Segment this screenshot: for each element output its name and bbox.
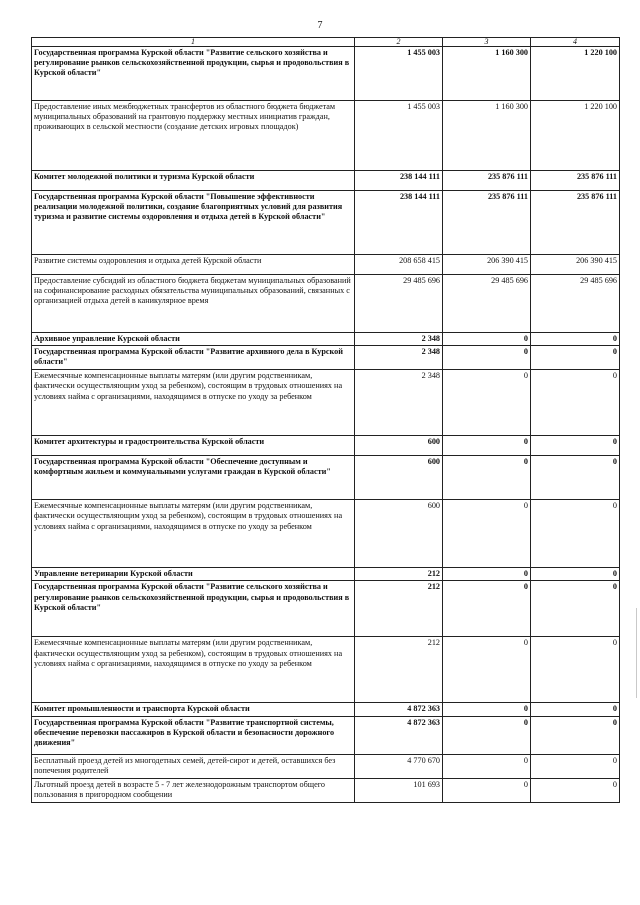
amount-col3: 0 bbox=[443, 370, 531, 436]
amount-col2: 2 348 bbox=[355, 333, 443, 346]
row-description: Льготный проезд детей в возрасте 5 - 7 лет железнодорожным транспортом общего пользования в пригородном сообщении bbox=[32, 778, 355, 802]
row-description: Комитет молодежной политики и туризма Курской области bbox=[32, 171, 355, 191]
amount-col3: 235 876 111 bbox=[443, 191, 531, 255]
amount-col4: 0 bbox=[531, 456, 620, 500]
amount-col3: 235 876 111 bbox=[443, 171, 531, 191]
budget-table bbox=[31, 37, 620, 803]
row-description: Государственная программа Курской области "Развитие транспортной системы, обеспечение перевозки пассажиров в Курской области и безопасности дорожного движения" bbox=[32, 716, 355, 754]
amount-col3: 0 bbox=[443, 568, 531, 581]
amount-col2: 212 bbox=[355, 637, 443, 703]
row-description: Государственная программа Курской области "Развитие сельского хозяйства и регулирование рынков сельскохозяйственной продукции, сырья и продовольствия в Курской области" bbox=[32, 47, 355, 101]
amount-col4: 0 bbox=[531, 754, 620, 778]
column-header-row bbox=[32, 38, 620, 47]
table-row bbox=[32, 171, 620, 191]
table-row bbox=[32, 703, 620, 716]
table-row bbox=[32, 47, 620, 101]
amount-col3: 0 bbox=[443, 333, 531, 346]
row-description: Государственная программа Курской области "Повышение эффективности реализации молодежной политики, создание благоприятных условий для развития туризма и развитие системы оздоровления и отдыха детей в Курской области" bbox=[32, 191, 355, 255]
row-description: Комитет архитектуры и градостроительства Курской области bbox=[32, 436, 355, 456]
amount-col3: 0 bbox=[443, 716, 531, 754]
amount-col4: 0 bbox=[531, 703, 620, 716]
row-description: Ежемесячные компенсационные выплаты матерям (или другим родственникам, фактически осуществляющим уход за ребенком), состоящим в трудовых отношениях на условиях найма с организациями, находящимся в отпуске по уходу за ребенком bbox=[32, 370, 355, 436]
amount-col2: 212 bbox=[355, 581, 443, 637]
amount-col2: 1 455 003 bbox=[355, 101, 443, 171]
table-row bbox=[32, 346, 620, 370]
amount-col4: 0 bbox=[531, 346, 620, 370]
amount-col2: 600 bbox=[355, 456, 443, 500]
amount-col4: 0 bbox=[531, 500, 620, 568]
column-header-2: 2 bbox=[355, 38, 443, 47]
table-row bbox=[32, 500, 620, 568]
row-description: Предоставление иных межбюджетных трансфертов из областного бюджета бюджетам муниципальных образований на грантовую поддержку местных инициатив граждан, проживающих в сельской местности (создание детских игровых площадок) bbox=[32, 101, 355, 171]
amount-col2: 101 693 bbox=[355, 778, 443, 802]
amount-col4: 1 220 100 bbox=[531, 47, 620, 101]
amount-col2: 212 bbox=[355, 568, 443, 581]
amount-col4: 206 390 415 bbox=[531, 255, 620, 275]
scan-edge-mark bbox=[636, 608, 637, 698]
amount-col3: 0 bbox=[443, 436, 531, 456]
table-body bbox=[32, 47, 620, 803]
amount-col3: 0 bbox=[443, 456, 531, 500]
table-row bbox=[32, 255, 620, 275]
amount-col3: 1 160 300 bbox=[443, 47, 531, 101]
table-row bbox=[32, 101, 620, 171]
table-row bbox=[32, 637, 620, 703]
amount-col3: 29 485 696 bbox=[443, 275, 531, 333]
column-header-1: 1 bbox=[32, 38, 355, 47]
amount-col4: 0 bbox=[531, 333, 620, 346]
amount-col3: 0 bbox=[443, 778, 531, 802]
amount-col4: 0 bbox=[531, 581, 620, 637]
amount-col3: 0 bbox=[443, 754, 531, 778]
amount-col2: 4 872 363 bbox=[355, 716, 443, 754]
row-description: Архивное управление Курской области bbox=[32, 333, 355, 346]
amount-col4: 235 876 111 bbox=[531, 191, 620, 255]
row-description: Развитие системы оздоровления и отдыха детей Курской области bbox=[32, 255, 355, 275]
amount-col3: 0 bbox=[443, 346, 531, 370]
amount-col2: 600 bbox=[355, 436, 443, 456]
row-description: Государственная программа Курской области "Развитие сельского хозяйства и регулирование рынков сельскохозяйственной продукции, сырья и продовольствия в Курской области" bbox=[32, 581, 355, 637]
table-row bbox=[32, 333, 620, 346]
amount-col2: 4 872 363 bbox=[355, 703, 443, 716]
amount-col2: 4 770 670 bbox=[355, 754, 443, 778]
row-description: Бесплатный проезд детей из многодетных семей, детей-сирот и детей, оставшихся без попечения родителей bbox=[32, 754, 355, 778]
page-number: 7 bbox=[317, 20, 323, 31]
amount-col4: 0 bbox=[531, 637, 620, 703]
row-description: Предоставление субсидий из областного бюджета бюджетам муниципальных образований на софинансирование расходных обязательства муниципальных образований, связанных с организацией отдыха детей в каникулярное время bbox=[32, 275, 355, 333]
amount-col3: 206 390 415 bbox=[443, 255, 531, 275]
row-description: Комитет промышленности и транспорта Курской области bbox=[32, 703, 355, 716]
amount-col3: 0 bbox=[443, 703, 531, 716]
column-header-3: 3 bbox=[443, 38, 531, 47]
amount-col2: 600 bbox=[355, 500, 443, 568]
row-description: Ежемесячные компенсационные выплаты матерям (или другим родственникам, фактически осуществляющим уход за ребенком), состоящим в трудовых отношениях на условиях найма с организациями, находящимся в отпуске по уходу за ребенком bbox=[32, 500, 355, 568]
row-description: Государственная программа Курской области "Развитие архивного дела в Курской области" bbox=[32, 346, 355, 370]
table-row bbox=[32, 716, 620, 754]
table-row bbox=[32, 436, 620, 456]
table-row bbox=[32, 456, 620, 500]
amount-col2: 238 144 111 bbox=[355, 191, 443, 255]
amount-col4: 29 485 696 bbox=[531, 275, 620, 333]
amount-col4: 235 876 111 bbox=[531, 171, 620, 191]
amount-col2: 1 455 003 bbox=[355, 47, 443, 101]
amount-col3: 0 bbox=[443, 500, 531, 568]
amount-col3: 0 bbox=[443, 637, 531, 703]
amount-col4: 0 bbox=[531, 370, 620, 436]
table-row bbox=[32, 581, 620, 637]
amount-col2: 208 658 415 bbox=[355, 255, 443, 275]
amount-col4: 0 bbox=[531, 568, 620, 581]
table-row bbox=[32, 754, 620, 778]
amount-col4: 0 bbox=[531, 436, 620, 456]
amount-col3: 0 bbox=[443, 581, 531, 637]
table-row bbox=[32, 778, 620, 802]
table-row bbox=[32, 191, 620, 255]
amount-col3: 1 160 300 bbox=[443, 101, 531, 171]
table-row bbox=[32, 275, 620, 333]
amount-col2: 29 485 696 bbox=[355, 275, 443, 333]
amount-col2: 238 144 111 bbox=[355, 171, 443, 191]
amount-col4: 1 220 100 bbox=[531, 101, 620, 171]
column-header-4: 4 bbox=[531, 38, 620, 47]
row-description: Управление ветеринарии Курской области bbox=[32, 568, 355, 581]
amount-col4: 0 bbox=[531, 716, 620, 754]
row-description: Ежемесячные компенсационные выплаты матерям (или другим родственникам, фактически осуществляющим уход за ребенком), состоящим в трудовых отношениях на условиях найма с организациями, находящимся в отпуске по уходу за ребенком bbox=[32, 637, 355, 703]
amount-col2: 2 348 bbox=[355, 370, 443, 436]
table-row bbox=[32, 568, 620, 581]
amount-col4: 0 bbox=[531, 778, 620, 802]
amount-col2: 2 348 bbox=[355, 346, 443, 370]
row-description: Государственная программа Курской области "Обеспечение доступным и комфортным жильем и коммунальными услугами граждан в Курской области" bbox=[32, 456, 355, 500]
table-row bbox=[32, 370, 620, 436]
